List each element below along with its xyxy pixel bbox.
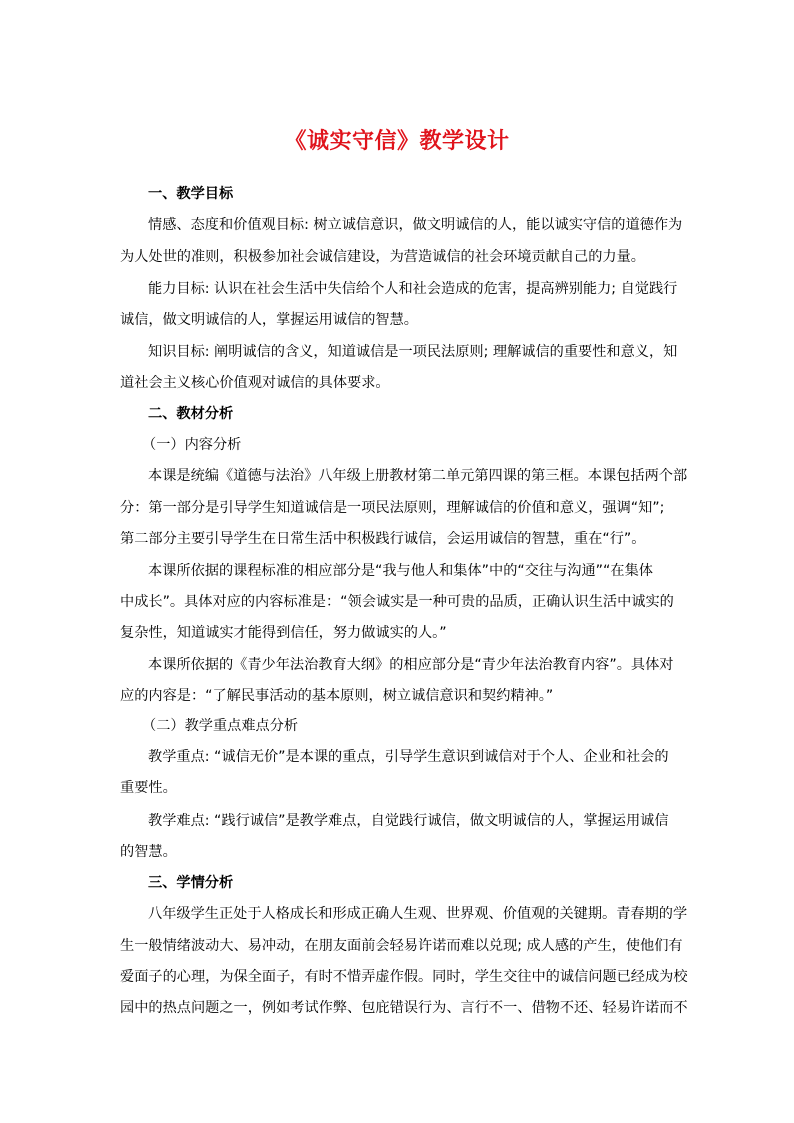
paragraph-line: 道社会主义核心价值观对诚信的具体要求。 [120, 375, 390, 391]
paragraph-line: 的智慧。 [120, 844, 177, 860]
section-heading-textbook-analysis: 二、教材分析 [148, 406, 234, 422]
document-title: 《诚实守信》教学设计 [284, 129, 510, 154]
subsection-heading-content-analysis: （一）内容分析 [142, 437, 242, 453]
paragraph-line: 知识目标: 阐明诚信的含义，知道诚信是一项民法原则; 理解诚信的重要性和意义，知 [148, 344, 678, 360]
paragraph-line: 分：第一部分是引导学生知道诚信是一项民法原则，理解诚信的价值和意义，强调“知”; [120, 500, 665, 516]
paragraph-line: 八年级学生正处于人格成长和形成正确人生观、世界观、价值观的关键期。青春期的学 [148, 906, 688, 922]
paragraph-line: 本课所依据的《青少年法治教育大纲》的相应部分是“青少年法治教育内容”。具体对 [148, 657, 674, 673]
paragraph-line: 教学难点: “践行诚信”是教学难点，自觉践行诚信，做文明诚信的人，掌握运用诚信 [148, 813, 669, 829]
paragraph-line: 爱面子的心理，为保全面子，有时不惜弄虚作假。同时，学生交往中的诚信问题已经成为校 [120, 969, 688, 985]
paragraph-line: 重要性。 [120, 780, 177, 796]
paragraph-line: 本课所依据的课程标准的相应部分是“我与他人和集体”中的“交往与沟通”“在集体 [148, 563, 653, 579]
paragraph-line: 中成长”。具体对应的内容标准是：“领会诚实是一种可贵的品质，正确认识生活中诚实的 [120, 594, 674, 610]
paragraph-line: 本课是统编《道德与法治》八年级上册教材第二单元第四课的第三框。本课包括两个部 [148, 468, 688, 484]
paragraph-line: 为人处世的准则，积极参加社会诚信建设，为营造诚信的社会环境贡献自己的力量。 [120, 249, 645, 265]
paragraph-line: 应的内容是：“了解民事活动的基本原则，树立诚信意识和契约精神。” [120, 688, 554, 704]
section-heading-teaching-goals: 一、教学目标 [148, 186, 234, 202]
paragraph-line: 教学重点: “诚信无价”是本课的重点，引导学生意识到诚信对于个人、企业和社会的 [148, 749, 669, 765]
subsection-heading-key-points: （二）教学重点难点分析 [142, 718, 299, 734]
paragraph-line: 复杂性，知道诚实才能得到信任，努力做诚实的人。” [120, 625, 447, 641]
paragraph-line: 园中的热点问题之一，例如考试作弊、包庇错误行为、言行不一、借物不还、轻易许诺而不 [120, 1000, 688, 1016]
paragraph-line: 生一般情绪波动大、易冲动，在朋友面前会轻易许诺而难以兑现; 成人感的产生，使他们有 [120, 938, 683, 954]
paragraph-line: 情感、态度和价值观目标: 树立诚信意识，做文明诚信的人，能以诚实守信的道德作为 [148, 217, 683, 233]
paragraph-line: 诚信，做文明诚信的人，掌握运用诚信的智慧。 [120, 312, 418, 328]
paragraph-line: 第二部分主要引导学生在日常生活中积极践行诚信，会运用诚信的智慧，重在“行”。 [120, 531, 646, 547]
section-heading-student-analysis: 三、学情分析 [148, 875, 234, 891]
paragraph-line: 能力目标: 认识在社会生活中失信给个人和社会造成的危害，提高辨别能力; 自觉践行 [148, 281, 678, 297]
